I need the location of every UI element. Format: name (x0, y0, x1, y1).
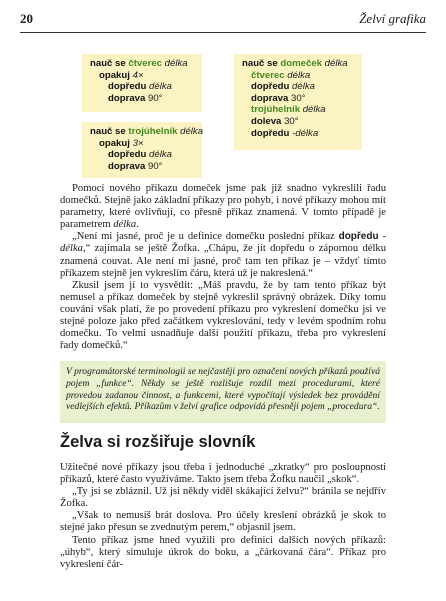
code-param: délka (322, 58, 348, 69)
paragraph-text: ,“ zajímala se ještě Žofka. „Chápu, že jít dopředu o zápornou délku znamená couvat. Ale není mi jasné, proč tam ten příkaz je – vždyť tímto příkazem stejně jen vykreslím čáru, která už je nakreslená.“ (60, 243, 386, 279)
paragraph: „Ty jsi se zbláznil. Už jsi někdy viděl skákající želvu?“ bránila se nejdřív Žofka. (60, 486, 386, 510)
code-keyword: nauč se (242, 58, 281, 69)
code-value: 4× (132, 69, 144, 81)
code-line (90, 81, 194, 93)
code-keyword: dopředu (251, 81, 293, 93)
running-title: Želví grafika (359, 11, 426, 26)
paragraph-emphasis: délka (113, 219, 137, 231)
code-proc-name: trojúhelník (128, 126, 178, 137)
code-line (242, 104, 354, 116)
code-value: 90° (148, 92, 163, 104)
code-box-trojuhelnik (82, 122, 202, 178)
code-line (242, 93, 354, 105)
section-title: Želva si rozšiřuje slovník (60, 433, 256, 451)
code-line (242, 58, 354, 70)
paragraph (60, 183, 386, 231)
code-value: 90° (148, 160, 163, 172)
paragraph: Tento příkaz jsme hned využili pro definici dalších nových příkazů: „úhyb“, který simuluje úkrok do boku, a „čárkovaná čára“. Příkaz pro vykreslení čár- (60, 534, 386, 570)
paragraph-emphasis: -délka (60, 231, 386, 255)
code-param: délka (177, 126, 204, 137)
code-line (242, 116, 354, 128)
code-keyword: dopředu (108, 81, 150, 93)
paragraph-text: „Není mi jasné, proč je u definice domečku poslední příkaz (72, 231, 339, 243)
page-header (20, 8, 426, 33)
code-keyword: doprava (251, 92, 291, 104)
code-line (90, 138, 194, 150)
code-box-ctverec (82, 54, 202, 112)
code-param: -délka (292, 127, 319, 139)
code-line (90, 149, 194, 161)
code-value: 30° (284, 115, 299, 127)
code-proc-name: čtverec (251, 69, 285, 81)
paragraph: „Však to nemusíš brát doslova. Pro účely kreslení obrázků je skok to stejné jako přesun se zvednutým perem,“ objasnil jsem. (60, 510, 386, 534)
terminology-note: V programátorské terminologii se nejčastěji pro označení nových příkazů používá pojem „funkce“. Někdy se ještě rozlišuje rozdíl mezi procedurami, které provedou zadanou činnost, a funkcemi, které vypočítají výsledek bez provádění vedlejších efektů. Příkazům v želví grafice odpovídá přesněji pojem „procedura“. (60, 361, 386, 423)
code-box-domecek (234, 54, 362, 150)
code-value: 3× (132, 137, 144, 149)
paragraph: Zkusil jsem jí to vysvětlit: „Máš pravdu, že by tam tento příkaz být nemusel a příkaz domeček by stejně vykreslil správný obrázek. Díky tomu couvání však platí, že po provedení příkazu pro vykreslení domečku jsi ve stejné poloze jako před začátkem vykreslování, tedy v levém spodním rohu domečku. To velmi usnadňuje další použití příkazu, třeba pro vykreslení řady domečků.“ (60, 279, 386, 352)
code-keyword: dopředu (108, 149, 150, 161)
code-keyword: opakuj (99, 137, 133, 149)
code-param: délka (149, 149, 172, 161)
paragraph-text: Pomocí nového příkazu domeček jsme pak již snadno vykreslili řadu domečků. Stejně jako základní příkazy pro pohyb, i nové příkazy mohou mít parametry, které ovlivňují, co přesně příkaz znamená. V tomto případě je parametrem (60, 183, 386, 231)
code-line (242, 128, 354, 140)
code-proc-name: trojúhelník (251, 104, 301, 116)
code-keyword: nauč se (90, 58, 129, 69)
code-line (90, 93, 194, 105)
code-proc-name: domeček (280, 58, 322, 69)
code-keyword: opakuj (99, 69, 133, 81)
code-keyword: dopředu (251, 127, 293, 139)
code-param: délka (162, 58, 188, 69)
body-paragraphs (60, 183, 386, 352)
code-line (242, 70, 354, 82)
code-line (90, 126, 204, 138)
code-param: délka (284, 69, 311, 81)
code-param: délka (292, 81, 315, 93)
code-keyword: doprava (108, 160, 148, 172)
code-line (90, 70, 194, 82)
paragraph: Užitečné nové příkazy jsou třeba i jednoduché „zkratky“ pro posloupnosti příkazů, které často využíváme. Takto jsem třeba Žofku naučil „skok“. (60, 462, 386, 486)
code-line (90, 58, 194, 70)
body-paragraphs-2 (60, 462, 386, 571)
code-keyword: doleva (251, 115, 285, 127)
paragraph (60, 231, 386, 279)
code-proc-name: čtverec (128, 58, 163, 69)
code-keyword: nauč se (90, 126, 129, 137)
paragraph-code: dopředu (338, 231, 379, 243)
paragraph-text: . (136, 219, 139, 231)
code-line (90, 161, 194, 173)
code-value: 30° (291, 92, 306, 104)
code-param: délka (149, 81, 172, 93)
code-line (242, 81, 354, 93)
page-number: 20 (20, 11, 33, 26)
code-keyword: doprava (108, 92, 148, 104)
code-param: délka (300, 104, 326, 116)
